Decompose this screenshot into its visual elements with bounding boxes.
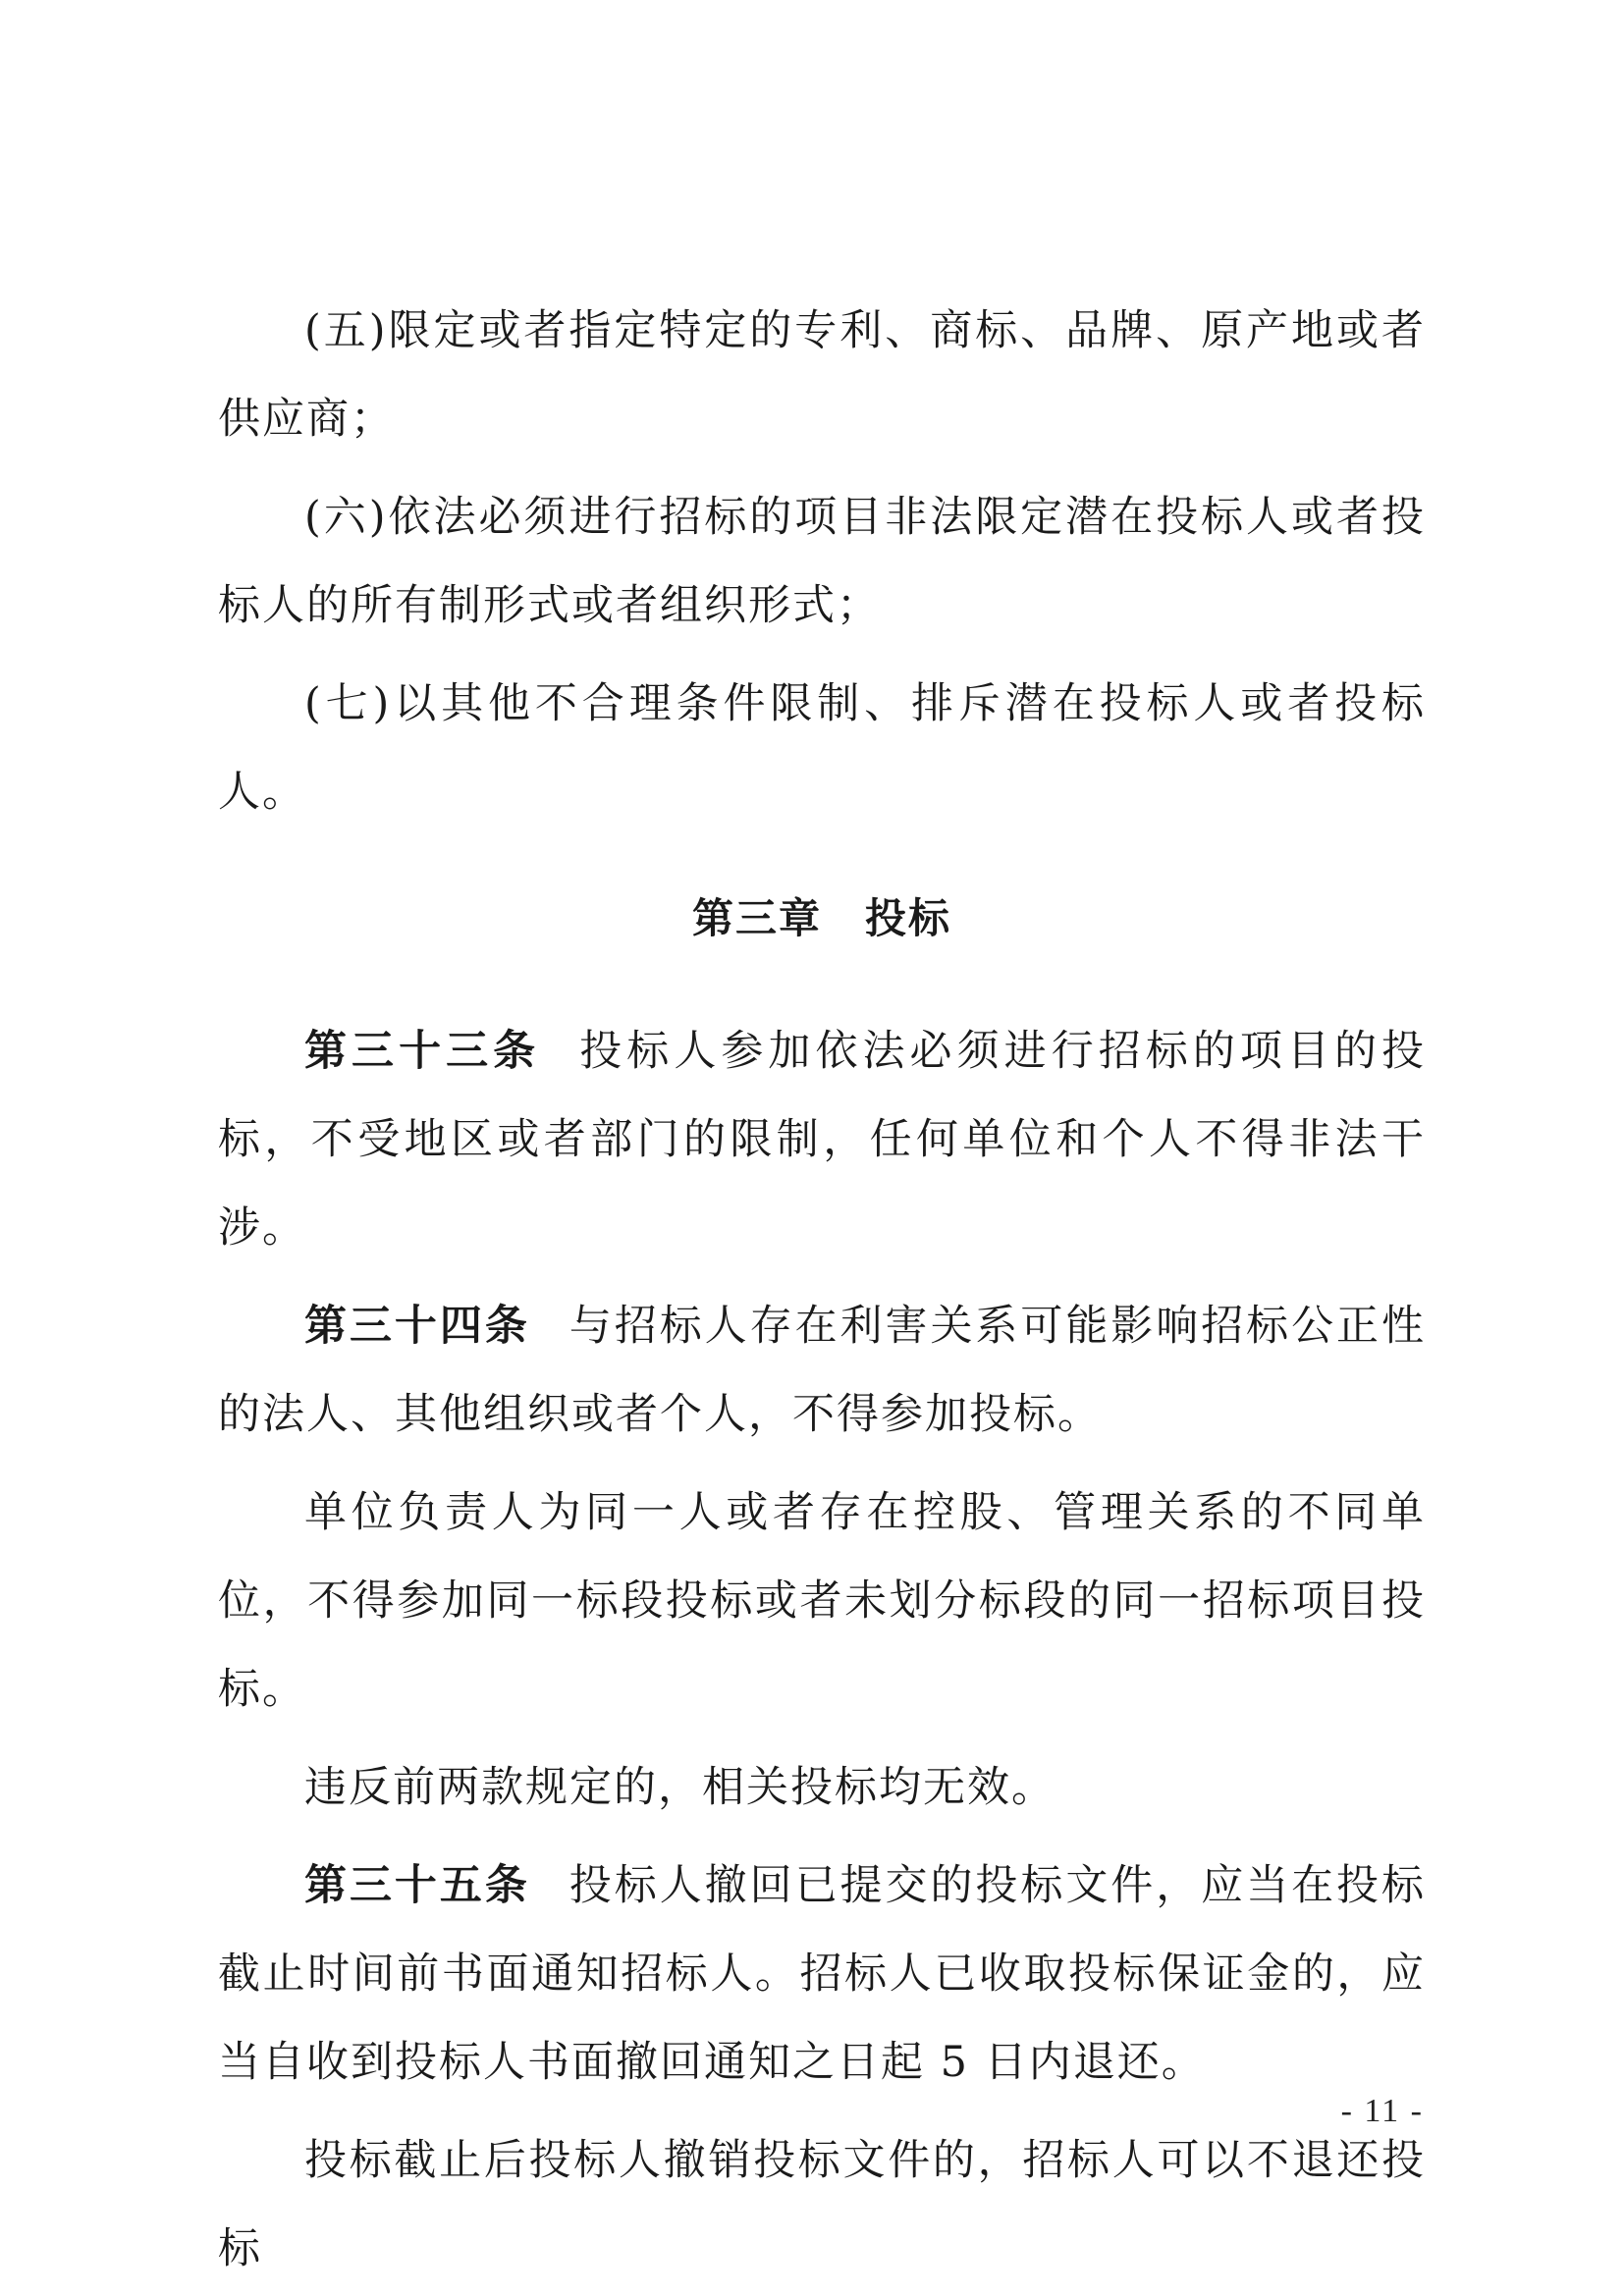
article-34-clause-3: 违反前两款规定的，相关投标均无效。 — [304, 1763, 1056, 1812]
chapter-title: 第三章 投标 — [691, 894, 951, 942]
article-33 — [218, 1007, 1426, 1272]
article-35-clause-2: 投标截止后投标人撤销投标文件的，招标人可以不退还投标 — [218, 2136, 1426, 2273]
article-33-text: 投标人参加依法必须进行招标的项目的投标，不受地区或者部门的限制，任何单位和个人不得非法干涉。 — [218, 1027, 1427, 1253]
article-34-number: 第三十四条 — [304, 1302, 530, 1351]
item-five: (五)限定或者指定特定的专利、商标、品牌、原产地或者供应商； — [218, 306, 1426, 444]
document-body — [218, 287, 1426, 2293]
article-34-clause-2: 单位负责人为同一人或者存在控股、管理关系的不同单位，不得参加同一标段投标或者未划分标段的同一招标项目投标。 — [218, 1488, 1426, 1714]
article-35-text: 投标人撤回已提交的投标文件，应当在投标截止时间前书面通知招标人。招标人已收取投标保证金的，应当自收到投标人书面撤回通知之日起 5 日内退还。 — [218, 1861, 1427, 2087]
page-number: - 11 - — [1340, 2093, 1424, 2129]
article-34-text: 与招标人存在利害关系可能影响招标公正性的法人、其他组织或者个人，不得参加投标。 — [218, 1302, 1427, 1439]
article-35-number: 第三十五条 — [304, 1861, 530, 1910]
article-34 — [218, 1282, 1426, 1459]
item-seven: (七)以其他不合理条件限制、排斥潜在投标人或者投标人。 — [218, 679, 1426, 817]
article-33-number: 第三十三条 — [304, 1027, 541, 1076]
item-six: (六)依法必须进行招标的项目非法限定潜在投标人或者投标人的所有制形式或者组织形式； — [218, 493, 1426, 630]
article-35 — [218, 1842, 1426, 2107]
